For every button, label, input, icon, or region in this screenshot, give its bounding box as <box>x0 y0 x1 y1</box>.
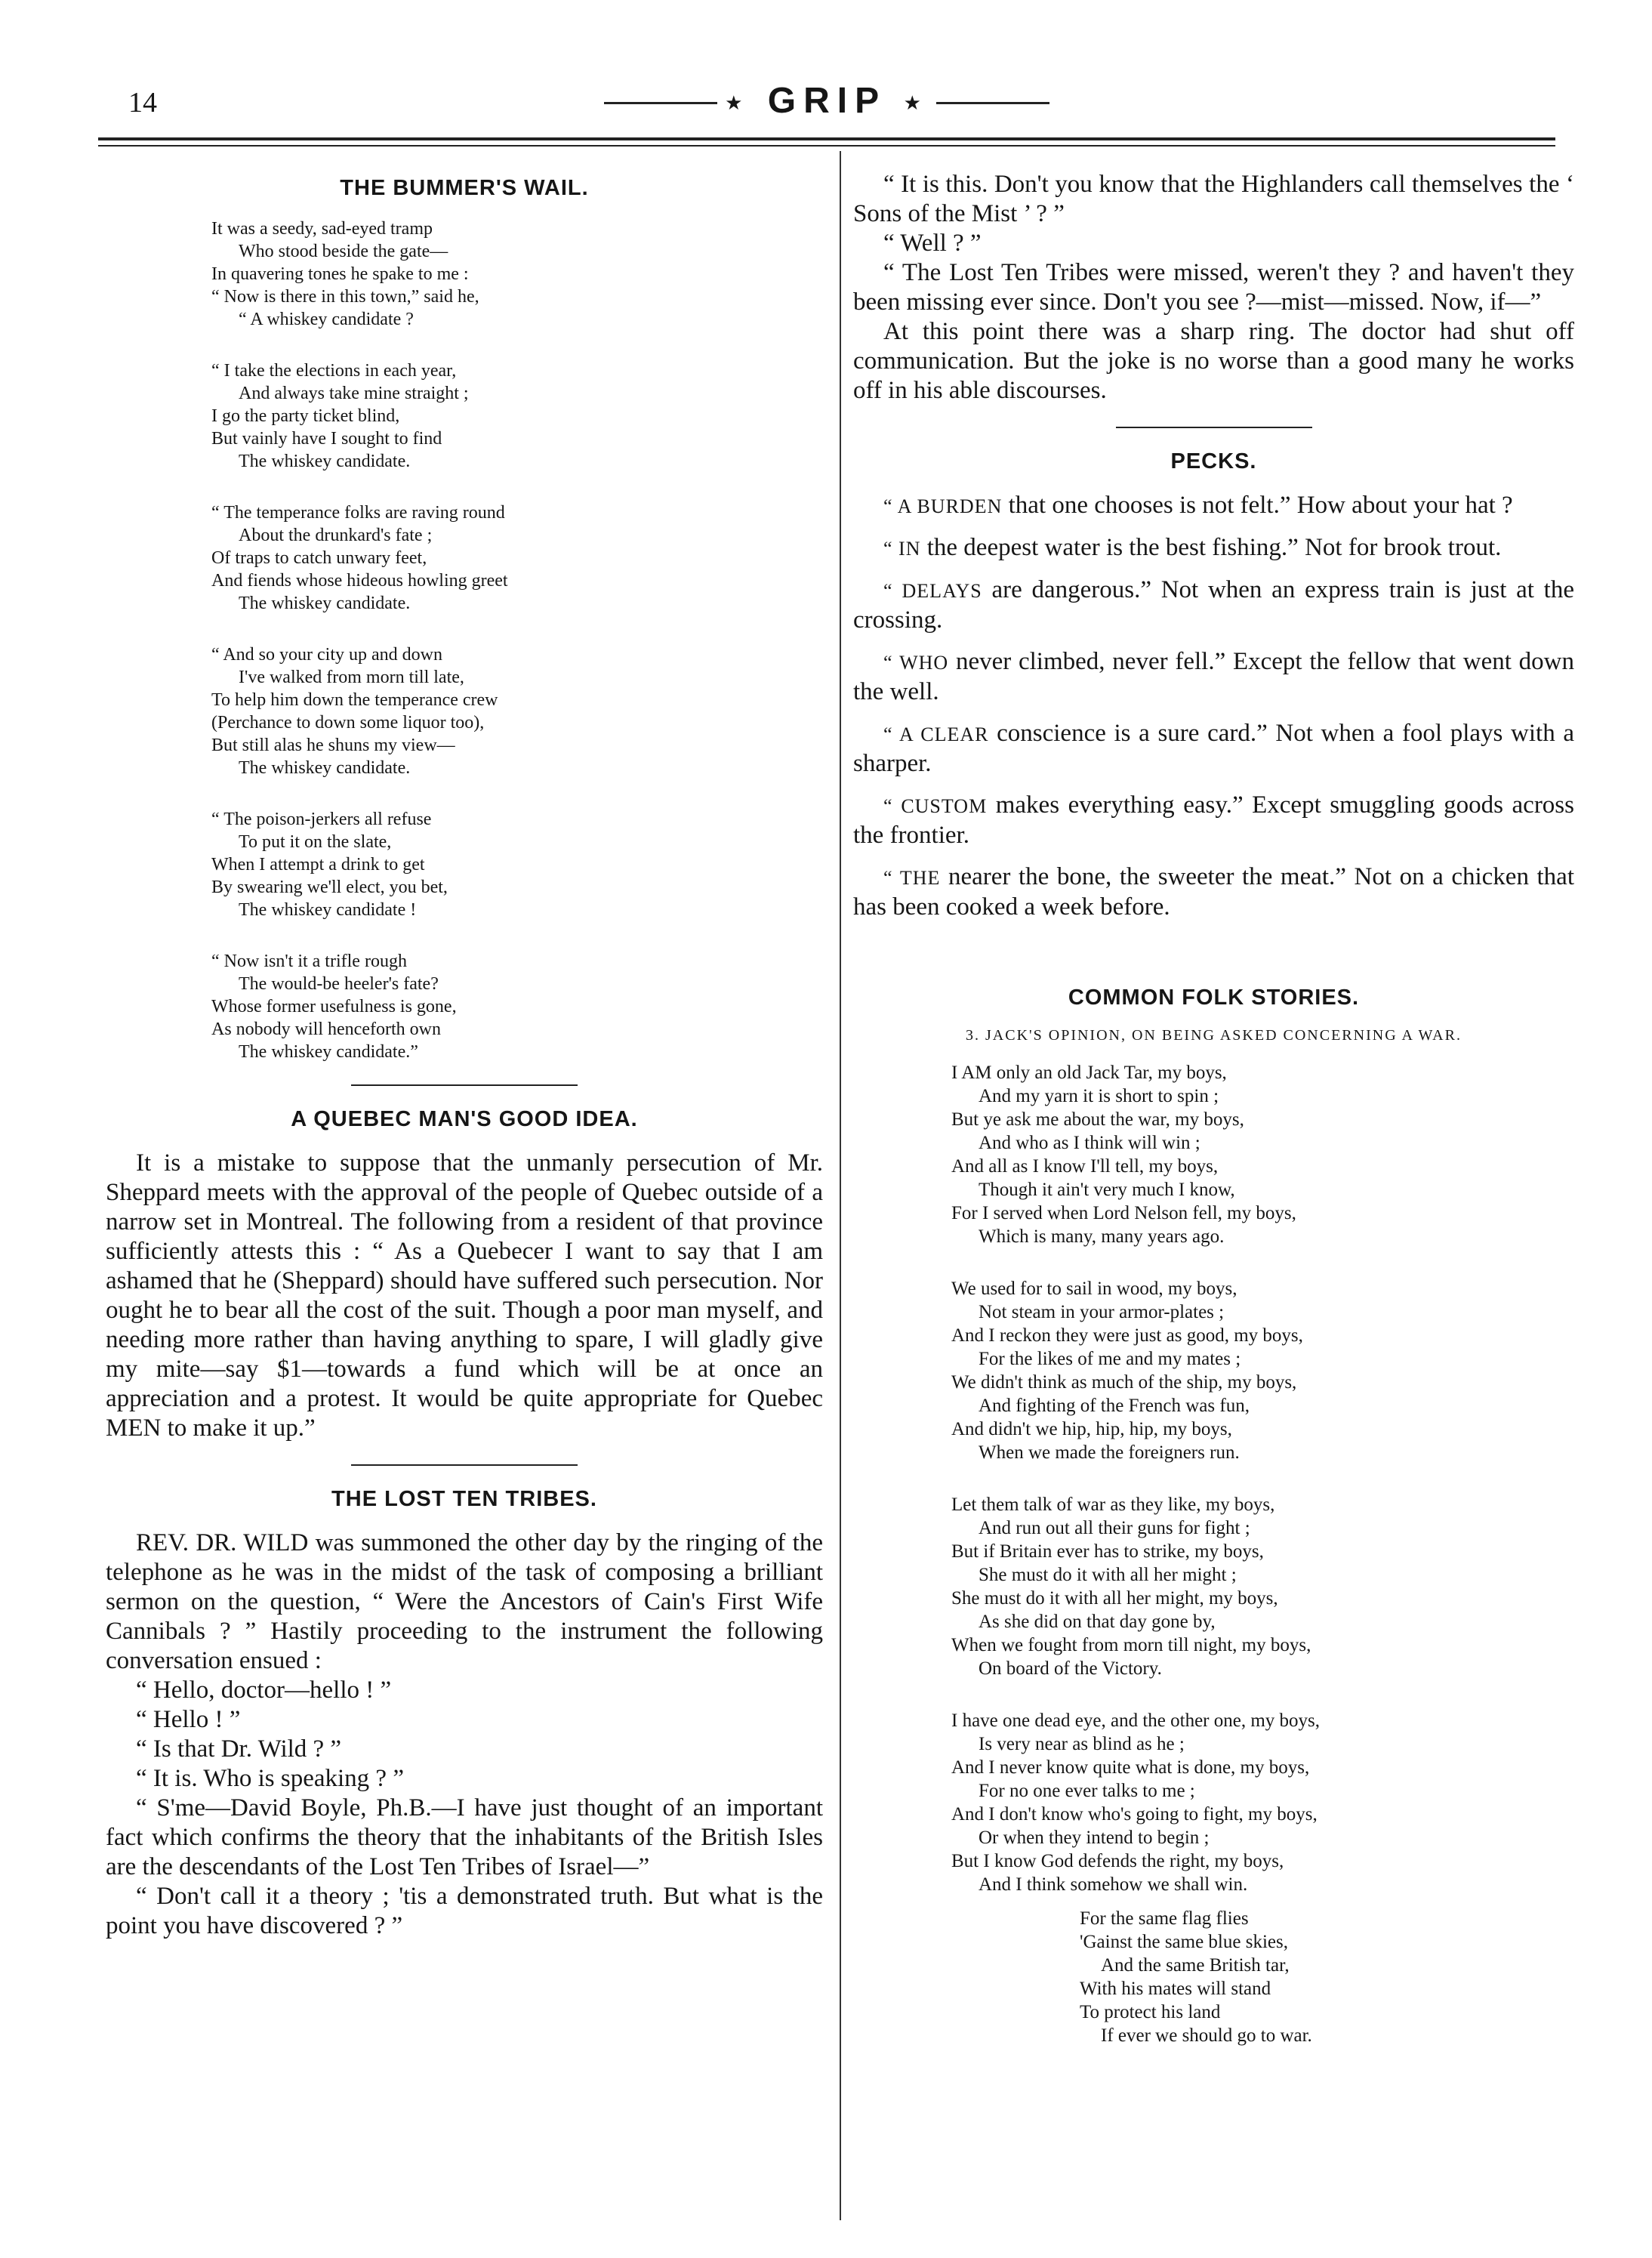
peck-item: “ A BURDEN that one chooses is not felt.” How about your hat ? <box>883 492 1513 519</box>
poem-line: The whiskey candidate. <box>239 594 411 613</box>
poem-line: For I served when Lord Nelson fell, my boys, <box>951 1203 1296 1223</box>
masthead-title: GRIP <box>767 81 886 121</box>
paragraph: REV. DR. WILD was summoned the other day by the ringing of the telephone as he was in the midst of the task of composing a brilliant sermon on the question, “ Were the Ancestors of Cain's First Wife Cannibals ? ” Hastily proceeding to the instrument the following conversation ensued : <box>106 1529 823 1674</box>
poem-line: With his mates will stand <box>1080 1979 1271 1999</box>
poem-line: She must do it with all her might, my boys, <box>951 1588 1278 1609</box>
star-icon: ★ <box>725 91 750 114</box>
article-body <box>106 1149 823 1443</box>
page-number: 14 <box>128 87 157 119</box>
poem-stanza <box>951 1493 1574 1680</box>
article-body <box>853 491 1574 922</box>
bummers-wail-article <box>106 176 823 1063</box>
poem-line: As nobody will henceforth own <box>211 1019 441 1039</box>
peck-item: “ A CLEAR conscience is a sure card.” Not when a fool plays with a sharper. <box>853 720 1575 777</box>
poem-line: Though it ain't very much I know, <box>979 1180 1235 1200</box>
header-rule-thin <box>98 145 1555 147</box>
poem-line: “ The poison-jerkers all refuse <box>211 810 432 829</box>
poem-stanza <box>211 217 823 331</box>
page-header <box>98 76 1555 128</box>
poem-line: The whiskey candidate. <box>239 758 411 778</box>
poem-line: The whiskey candidate. <box>239 452 411 471</box>
star-icon: ★ <box>903 91 929 114</box>
column-divider <box>840 151 841 2220</box>
poem-line: If ever we should go to war. <box>1101 2025 1312 2046</box>
poem-stanza <box>951 1709 1574 1896</box>
poem-line: For no one ever talks to me ; <box>979 1781 1195 1801</box>
right-column <box>853 170 1574 2047</box>
poem-line: It was a seedy, sad-eyed tramp <box>211 219 433 239</box>
poem-line: On board of the Victory. <box>979 1658 1162 1679</box>
poem-line: About the drunkard's fate ; <box>239 526 433 545</box>
poem-line: And I never know quite what is done, my boys, <box>951 1757 1310 1778</box>
poem-stanza <box>211 950 823 1063</box>
article-title: THE BUMMER'S WAIL. <box>340 176 589 200</box>
poem-line: We didn't think as much of the ship, my boys, <box>951 1372 1297 1393</box>
poem-line: In quavering tones he spake to me : <box>211 264 469 284</box>
poem-line: The whiskey candidate ! <box>239 900 417 920</box>
poem-line: “ And so your city up and down <box>211 645 442 665</box>
paragraph: “ Well ? ” <box>883 230 982 257</box>
poem-line: For the likes of me and my mates ; <box>979 1349 1241 1369</box>
poem-line: But I know God defends the right, my boys, <box>951 1851 1284 1871</box>
poem-line: I AM only an old Jack Tar, my boys, <box>951 1063 1227 1083</box>
article-title: COMMON FOLK STORIES. <box>1068 986 1360 1010</box>
poem-line: And the same British tar, <box>1101 1955 1290 1976</box>
poem-line: “ I take the elections in each year, <box>211 361 457 381</box>
poem-line: To help him down the temperance crew <box>211 690 498 710</box>
poem-line: We used for to sail in wood, my boys, <box>951 1279 1237 1299</box>
article-title: THE LOST TEN TRIBES. <box>331 1487 597 1511</box>
poem-line: To put it on the slate, <box>239 832 392 852</box>
poem-line: For the same flag flies <box>1080 1908 1249 1929</box>
poem-stanza <box>211 808 823 921</box>
poem-line: Who stood beside the gate— <box>239 242 448 261</box>
paragraph: At this point there was a sharp ring. The doctor had shut off communication. But the joke is no worse than a good many he works off in his able discourses. <box>853 318 1574 404</box>
article-title: PECKS. <box>1170 449 1257 474</box>
poem-line: And all as I know I'll tell, my boys, <box>951 1156 1219 1177</box>
poem-line: Or when they intend to begin ; <box>979 1828 1210 1848</box>
poem-line: But ye ask me about the war, my boys, <box>951 1109 1244 1130</box>
poem-line: Whose former usefulness is gone, <box>211 997 457 1016</box>
poem-line: “ A whiskey candidate ? <box>239 310 414 329</box>
paragraph: “ Don't call it a theory ; 'tis a demonstrated truth. But what is the point you have discovered ? ” <box>106 1883 823 1939</box>
masthead-rule-right <box>936 102 1049 104</box>
poem-line: And run out all their guns for fight ; <box>979 1518 1250 1538</box>
poem-stanza <box>211 359 823 473</box>
poem-line: As she did on that day gone by, <box>979 1612 1216 1632</box>
poem-line: And didn't we hip, hip, hip, my boys, <box>951 1419 1232 1439</box>
poem-line: To protect his land <box>1080 2002 1221 2022</box>
paragraph: “ It is this. Don't you know that the Highlanders call themselves the ‘ Sons of the Mist ’ ? ” <box>853 171 1574 227</box>
peck-item: “ DELAYS are dangerous.” Not when an express train is just at the crossing. <box>853 576 1574 634</box>
poem-line: 'Gainst the same blue skies, <box>1080 1932 1288 1952</box>
poem-line: When I attempt a drink to get <box>211 855 425 875</box>
paragraph: “ Is that Dr. Wild ? ” <box>136 1735 342 1763</box>
poem-line: Not steam in your armor-plates ; <box>979 1302 1225 1322</box>
peck-item: “ THE nearer the bone, the sweeter the meat.” Not on a chicken that has been cooked a week before. <box>853 863 1574 921</box>
poem-line: Which is many, many years ago. <box>979 1226 1225 1247</box>
paragraph: “ S'me—David Boyle, Ph.B.—I have just thought of an important fact which confirms the theory that the inhabitants of the British Isles are the descendants of the Lost Ten Tribes of Israel—” <box>106 1794 823 1880</box>
poem-line: And I don't know who's going to fight, my boys, <box>951 1804 1318 1825</box>
poem-line: (Perchance to down some liquor too), <box>211 713 485 733</box>
paragraph: It is a mistake to suppose that the unmanly persecution of Mr. Sheppard meets with the approval of the people of Quebec outside of a narrow set in Montreal. The following from a resident of that province sufficiently attests this : “ As a Quebecer I want to say that I am ashamed that he (Sheppard) should have suffered such persecution. Nor ought he to bear all the cost of the suit. Though a poor man myself, and needing more rather than having anything to spare, I will gladly give my mite—say $1—towards a fund which will be at once an appreciation and a protest. It would be quite appropriate for Quebec MEN to make it up.” <box>106 1149 823 1442</box>
folk-stories-article <box>853 986 1574 2047</box>
header-rule <box>98 137 1555 140</box>
poem-line: The whiskey candidate.” <box>239 1042 418 1062</box>
section-divider <box>351 1084 578 1086</box>
peck-item: “ CUSTOM makes everything easy.” Except smuggling goods across the frontier. <box>853 791 1574 849</box>
masthead <box>98 80 1555 122</box>
poem-line: By swearing we'll elect, you bet, <box>211 878 448 897</box>
poem-line: And who as I think will win ; <box>979 1133 1200 1153</box>
paragraph: “ It is. Who is speaking ? ” <box>136 1765 404 1792</box>
left-column <box>106 170 823 1941</box>
peck-item: “ WHO never climbed, never fell.” Except the fellow that went down the well. <box>853 648 1574 705</box>
paragraph: “ Hello, doctor—hello ! ” <box>136 1677 392 1704</box>
poem-line: I go the party ticket blind, <box>211 406 400 426</box>
poem-line: Let them talk of war as they like, my boys, <box>951 1495 1275 1515</box>
poem-stanza <box>211 643 823 779</box>
poem-line: And my yarn it is short to spin ; <box>979 1086 1219 1106</box>
poem-line: And I think somehow we shall win. <box>979 1874 1248 1895</box>
paragraph: “ The Lost Ten Tribes were missed, weren't they ? and haven't they been missing ever since. Don't you see ?—mist—missed. Now, if—” <box>853 259 1574 316</box>
poem-line: When we made the foreigners run. <box>979 1442 1240 1463</box>
quebec-article <box>106 1107 823 1443</box>
poem-line: I have one dead eye, and the other one, my boys, <box>951 1710 1321 1731</box>
poem-line: The would-be heeler's fate? <box>239 974 439 994</box>
peck-item: “ IN the deepest water is the best fishing.” Not for brook trout. <box>883 534 1502 561</box>
poem-stanza <box>951 1061 1574 1248</box>
section-divider <box>1116 427 1312 428</box>
poem-line: She must do it with all her might ; <box>979 1565 1237 1585</box>
paragraph: “ Hello ! ” <box>136 1706 241 1733</box>
poem-stanza <box>951 1277 1574 1464</box>
poem-line: “ Now isn't it a trifle rough <box>211 952 407 971</box>
poem <box>951 1061 1574 2047</box>
poem <box>211 217 823 1063</box>
poem-line: But if Britain ever has to strike, my boys, <box>951 1541 1264 1562</box>
lost-tribes-continued <box>853 170 1574 406</box>
masthead-rule-left <box>604 102 717 104</box>
poem-line: I've walked from morn till late, <box>239 668 464 687</box>
lost-tribes-article <box>106 1487 823 1941</box>
pecks-article <box>853 449 1574 922</box>
poem-line: And fighting of the French was fun, <box>979 1396 1250 1416</box>
poem-line: But still alas he shuns my view— <box>211 736 455 755</box>
article-title: A QUEBEC MAN'S GOOD IDEA. <box>291 1107 638 1131</box>
poem-stanza <box>211 501 823 615</box>
poem-line: And always take mine straight ; <box>239 384 469 403</box>
poem-line: Of traps to catch unwary feet, <box>211 548 427 568</box>
article-body <box>106 1528 823 1941</box>
poem-line: “ Now is there in this town,” said he, <box>211 287 479 307</box>
article-subtitle: 3. JACK'S OPINION, ON BEING ASKED CONCERNING A WAR. <box>966 1027 1462 1044</box>
poem-line: And fiends whose hideous howling greet <box>211 571 508 591</box>
poem-line: And I reckon they were just as good, my boys, <box>951 1325 1303 1346</box>
poem-line: When we fought from morn till night, my boys, <box>951 1635 1311 1655</box>
poem-line: “ The temperance folks are raving round <box>211 503 505 523</box>
section-divider <box>351 1464 578 1466</box>
poem-chorus <box>951 1907 1574 2047</box>
poem-line: Is very near as blind as he ; <box>979 1734 1185 1754</box>
poem-line: But vainly have I sought to find <box>211 429 442 449</box>
